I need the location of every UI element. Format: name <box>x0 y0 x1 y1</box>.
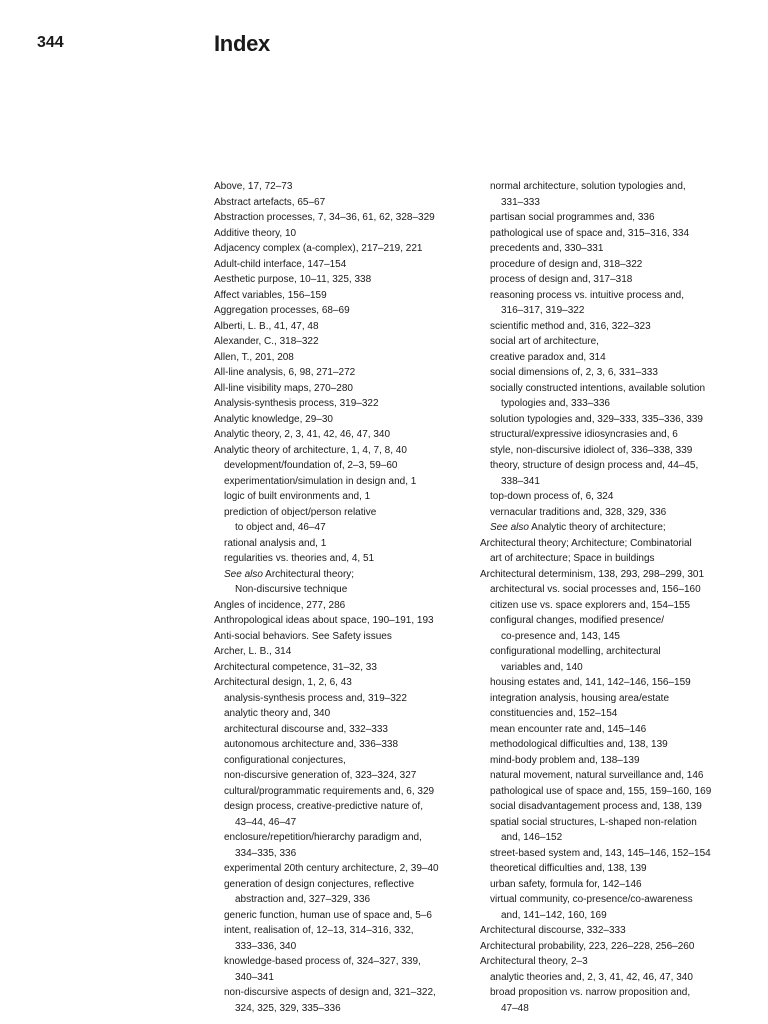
index-entry-text: Architectural theory, 2–3 <box>480 956 588 967</box>
index-entry <box>480 784 755 800</box>
index-entry-text: Architectural discourse, 332–333 <box>480 925 626 936</box>
index-entry-text: socially constructed intentions, available solution <box>490 382 706 394</box>
index-entry <box>214 381 484 397</box>
index-entry-text: to object and, 46–47 <box>235 522 326 533</box>
index-entry <box>480 520 755 536</box>
index-entry <box>214 908 484 924</box>
index-entry-text: experimentation/simulation in design and, 1 <box>224 475 417 487</box>
index-entry <box>214 784 484 800</box>
index-entry-text: mean encounter rate and, 145–146 <box>490 723 647 735</box>
page-number: 344 <box>37 34 64 51</box>
index-entry-text: vernacular traditions and, 328, 329, 336 <box>490 506 667 518</box>
index-entry <box>480 350 755 366</box>
index-entry-text: configurational modelling, architectural <box>490 646 661 657</box>
index-entry-text: methodological difficulties and, 138, 139 <box>490 739 668 750</box>
index-entry-text: 338–341 <box>501 475 540 487</box>
index-entry-text: Anti-social behaviors. See Safety issues <box>214 630 392 642</box>
index-entry-text: Abstraction processes, 7, 34–36, 61, 62, 328–329 <box>214 212 435 223</box>
index-entry-text: generic function, human use of space and, 5–6 <box>224 909 432 921</box>
index-entry-text: knowledge-based process of, 324–327, 339, <box>224 956 421 967</box>
index-entry-text: architectural discourse and, 332–333 <box>224 723 388 735</box>
index-entry <box>480 923 755 939</box>
index-entry-text: broad proposition vs. narrow proposition and, <box>490 987 691 998</box>
index-entry-text: Alexander, C., 318–322 <box>214 336 319 347</box>
index-entry <box>214 303 484 319</box>
index-entry <box>214 443 484 459</box>
index-entry <box>480 815 755 831</box>
index-entry <box>214 567 484 583</box>
index-entry-text: theory, structure of design process and, 44–45, <box>490 460 699 471</box>
index-entry <box>214 288 484 304</box>
index-entry <box>214 613 484 629</box>
index-entry-text: analysis-synthesis process and, 319–322 <box>224 692 407 704</box>
index-entry <box>480 505 755 521</box>
index-entry <box>214 722 484 738</box>
index-entry <box>480 365 755 381</box>
index-entry-text: Architectural theory; <box>265 568 355 580</box>
index-entry <box>480 691 755 707</box>
index-entry-text: abstraction and, 327–329, 336 <box>235 894 371 905</box>
index-entry-text: art of architecture; Space in buildings <box>490 553 655 564</box>
index-entry-text: 331–333 <box>501 196 540 208</box>
index-entry-text: natural movement, natural surveillance and, 146 <box>490 770 704 781</box>
index-entry-text: co-presence and, 143, 145 <box>501 630 620 642</box>
see-also-label: See also <box>224 568 263 580</box>
index-entry-text: Architectural theory; Architecture; Combinatorial <box>480 537 692 549</box>
index-entry-text: analytic theory and, 340 <box>224 708 331 719</box>
index-entry <box>480 799 755 815</box>
index-entry <box>214 660 484 676</box>
index-entry <box>480 970 755 986</box>
index-entry <box>480 179 755 195</box>
index-entry-text: Abstract artefacts, 65–67 <box>214 196 326 208</box>
index-entry <box>214 505 484 521</box>
index-entry <box>480 939 755 955</box>
index-entry-text: Allen, T., 201, 208 <box>214 351 294 363</box>
index-entry <box>214 737 484 753</box>
index-entry-text: enclosure/repetition/hierarchy paradigm and, <box>224 832 422 843</box>
index-entry-text: Analytic theory, 2, 3, 41, 42, 46, 47, 340 <box>214 429 391 440</box>
index-entry-text: development/foundation of, 2–3, 59–60 <box>224 460 398 471</box>
index-entry-text: and, 141–142, 160, 169 <box>501 909 607 921</box>
index-entry-text: generation of design conjectures, reflective <box>224 878 415 890</box>
index-entry <box>214 815 484 831</box>
index-entry <box>480 303 755 319</box>
index-entry <box>214 489 484 505</box>
index-entry <box>214 551 484 567</box>
index-entry-text: precedents and, 330–331 <box>490 243 604 254</box>
index-entry <box>480 272 755 288</box>
index-column-right <box>480 179 755 1016</box>
index-entry-text: Affect variables, 156–159 <box>214 289 327 301</box>
see-also-label: See also <box>490 522 529 533</box>
index-entry <box>480 551 755 567</box>
index-entry-text: 47–48 <box>501 1002 529 1014</box>
index-entry <box>480 489 755 505</box>
index-entry <box>214 458 484 474</box>
index-entry-text: Architectural probability, 223, 226–228, 256–260 <box>480 940 695 952</box>
index-entry-text: Above, 17, 72–73 <box>214 181 293 192</box>
index-entry-text: Angles of incidence, 277, 286 <box>214 599 346 611</box>
index-entry-text: 333–336, 340 <box>235 940 297 952</box>
index-entry <box>214 520 484 536</box>
index-entry <box>214 412 484 428</box>
index-entry <box>214 350 484 366</box>
index-entry-text: integration analysis, housing area/estate <box>490 692 670 704</box>
index-entry <box>214 877 484 893</box>
index-entry-text: Architectural competence, 31–32, 33 <box>214 661 377 673</box>
index-entry-text: design process, creative-predictive nature of, <box>224 801 423 812</box>
index-entry <box>214 365 484 381</box>
index-entry-text: spatial social structures, L-shaped non-relation <box>490 816 697 828</box>
index-entry-text: regularities vs. theories and, 4, 51 <box>224 553 375 564</box>
index-entry <box>214 257 484 273</box>
index-entry <box>480 985 755 1001</box>
index-entry <box>214 768 484 784</box>
index-entry-text: Analytic theory of architecture, 1, 4, 7, 8, 40 <box>214 444 407 456</box>
index-entry-text: pathological use of space and, 155, 159–160, 169 <box>490 785 712 797</box>
index-entry <box>214 179 484 195</box>
index-entry-text: partisan social programmes and, 336 <box>490 212 655 223</box>
index-entry-text: Additive theory, 10 <box>214 227 297 239</box>
index-entry <box>214 970 484 986</box>
index-entry <box>480 753 755 769</box>
index-entry <box>480 861 755 877</box>
index-entry <box>214 753 484 769</box>
index-entry <box>214 644 484 660</box>
index-entry-text: scientific method and, 316, 322–323 <box>490 320 651 332</box>
index-entry-text: style, non-discursive idiolect of, 336–338, 339 <box>490 444 693 456</box>
index-entry-text: 316–317, 319–322 <box>501 305 585 316</box>
index-entry-text: Analytic theory of architecture; <box>531 522 666 533</box>
index-entry <box>480 288 755 304</box>
index-entry-text: creative paradox and, 314 <box>490 351 606 363</box>
index-entry <box>214 195 484 211</box>
index-entry <box>214 536 484 552</box>
page-title: Index <box>214 31 270 56</box>
index-entry <box>480 412 755 428</box>
index-entry-text: Architectural design, 1, 2, 6, 43 <box>214 677 352 688</box>
index-entry <box>214 799 484 815</box>
index-entry <box>214 706 484 722</box>
index-entry-text: logic of built environments and, 1 <box>224 491 371 502</box>
index-entry <box>480 474 755 490</box>
index-entry <box>480 722 755 738</box>
index-entry-text: pathological use of space and, 315–316, 334 <box>490 227 690 239</box>
index-entry <box>214 985 484 1001</box>
index-entry-text: procedure of design and, 318–322 <box>490 258 643 270</box>
index-entry-text: Architectural determinism, 138, 293, 298–299, 301 <box>480 568 705 580</box>
index-entry <box>480 954 755 970</box>
index-entry-text: non-discursive generation of, 323–324, 327 <box>224 770 417 781</box>
index-entry-text: theoretical difficulties and, 138, 139 <box>490 863 647 874</box>
index-entry <box>480 567 755 583</box>
index-entry <box>214 923 484 939</box>
index-entry <box>214 427 484 443</box>
index-entry <box>214 675 484 691</box>
index-entry-text: process of design and, 317–318 <box>490 274 633 285</box>
index-entry <box>480 846 755 862</box>
index-entry <box>214 830 484 846</box>
index-entry <box>480 629 755 645</box>
index-entry <box>480 877 755 893</box>
index-entry <box>214 1001 484 1017</box>
index-entry-text: Analytic knowledge, 29–30 <box>214 413 333 425</box>
index-entry <box>214 861 484 877</box>
index-entry <box>214 691 484 707</box>
index-entry-text: experimental 20th century architecture, 2, 39–40 <box>224 863 439 874</box>
index-entry <box>480 536 755 552</box>
index-entry-text: non-discursive aspects of design and, 321–322, <box>224 987 436 998</box>
index-entry-text: intent, realisation of, 12–13, 314–316, 332, <box>224 925 414 936</box>
index-entry-text: configural changes, modified presence/ <box>490 615 664 626</box>
index-entry <box>480 210 755 226</box>
index-entry <box>214 319 484 335</box>
index-entry-text: Aesthetic purpose, 10–11, 325, 338 <box>214 274 372 285</box>
index-entry-text: 340–341 <box>235 971 274 983</box>
index-entry-text: top-down process of, 6, 324 <box>490 491 614 502</box>
index-entry <box>480 381 755 397</box>
index-entry-text: virtual community, co-presence/co-awareness <box>490 894 693 905</box>
index-entry <box>214 241 484 257</box>
index-entry <box>480 706 755 722</box>
index-entry <box>480 334 755 350</box>
index-entry <box>214 598 484 614</box>
index-entry <box>480 195 755 211</box>
index-entry-text: Adult-child interface, 147–154 <box>214 258 347 270</box>
index-entry-text: Anthropological ideas about space, 190–191, 193 <box>214 615 434 626</box>
index-entry <box>480 768 755 784</box>
index-entry-text: Non-discursive technique <box>235 584 348 595</box>
index-entry-text: configurational conjectures, <box>224 754 346 766</box>
index-entry <box>214 334 484 350</box>
index-entry-text: Aggregation processes, 68–69 <box>214 305 350 316</box>
index-entry-text: typologies and, 333–336 <box>501 398 610 409</box>
index-entry-text: Archer, L. B., 314 <box>214 646 292 657</box>
index-entry <box>214 954 484 970</box>
index-entry <box>214 474 484 490</box>
index-entry <box>480 613 755 629</box>
index-entry <box>480 1001 755 1017</box>
index-entry-text: citizen use vs. space explorers and, 154–155 <box>490 599 691 611</box>
index-entry-text: autonomous architecture and, 336–338 <box>224 739 399 750</box>
index-entry-text: 334–335, 336 <box>235 847 297 859</box>
index-entry-text: cultural/programmatic requirements and, 6, 329 <box>224 785 435 797</box>
index-entry <box>214 210 484 226</box>
index-entry-text: prediction of object/person relative <box>224 506 377 518</box>
index-entry-text: Alberti, L. B., 41, 47, 48 <box>214 320 319 332</box>
index-entry-text: All-line visibility maps, 270–280 <box>214 382 353 394</box>
index-entry <box>480 737 755 753</box>
index-entry <box>214 939 484 955</box>
index-entry-text: normal architecture, solution typologies and, <box>490 181 686 192</box>
index-entry <box>214 846 484 862</box>
index-entry-text: and, 146–152 <box>501 832 563 843</box>
index-entry-text: social disadvantagement process and, 138, 139 <box>490 801 702 812</box>
index-entry <box>214 892 484 908</box>
index-entry-text: All-line analysis, 6, 98, 271–272 <box>214 367 356 378</box>
index-entry-text: social art of architecture, <box>490 336 599 347</box>
index-entry <box>480 582 755 598</box>
index-entry-text: reasoning process vs. intuitive process and, <box>490 289 684 301</box>
index-entry-text: street-based system and, 143, 145–146, 152–154 <box>490 847 711 859</box>
index-entry-text: constituencies and, 152–154 <box>490 708 618 719</box>
index-entry <box>480 458 755 474</box>
index-entry-text: housing estates and, 141, 142–146, 156–159 <box>490 677 691 688</box>
index-entry-text: structural/expressive idiosyncrasies and, 6 <box>490 429 678 440</box>
index-entry <box>480 319 755 335</box>
index-entry <box>480 443 755 459</box>
index-entry-text: variables and, 140 <box>501 661 583 673</box>
index-entry <box>480 396 755 412</box>
index-entry-text: urban safety, formula for, 142–146 <box>490 878 642 890</box>
index-entry-text: solution typologies and, 329–333, 335–336, 339 <box>490 413 703 425</box>
index-entry-text: 324, 325, 329, 335–336 <box>235 1002 341 1014</box>
index-entry-text: Adjacency complex (a-complex), 217–219, 221 <box>214 243 423 254</box>
index-entry <box>214 272 484 288</box>
index-entry-text: rational analysis and, 1 <box>224 537 327 549</box>
index-entry <box>214 226 484 242</box>
index-entry <box>480 675 755 691</box>
index-entry <box>480 660 755 676</box>
index-entry <box>480 908 755 924</box>
index-entry-text: analytic theories and, 2, 3, 41, 42, 46, 47, 340 <box>490 971 693 983</box>
index-entry <box>480 830 755 846</box>
index-entry <box>480 892 755 908</box>
index-entry <box>480 241 755 257</box>
index-entry-text: Analysis-synthesis process, 319–322 <box>214 398 379 409</box>
index-entry <box>214 396 484 412</box>
index-entry <box>214 582 484 598</box>
index-entry <box>480 644 755 660</box>
index-entry-text: 43–44, 46–47 <box>235 816 297 828</box>
index-entry-text: architectural vs. social processes and, 156–160 <box>490 584 701 595</box>
index-entry <box>480 226 755 242</box>
index-entry <box>214 629 484 645</box>
index-entry <box>480 598 755 614</box>
index-column-left <box>214 179 484 1016</box>
index-entry <box>480 257 755 273</box>
index-entry-text: social dimensions of, 2, 3, 6, 331–333 <box>490 367 658 378</box>
index-entry-text: mind-body problem and, 138–139 <box>490 754 640 766</box>
index-entry <box>480 427 755 443</box>
